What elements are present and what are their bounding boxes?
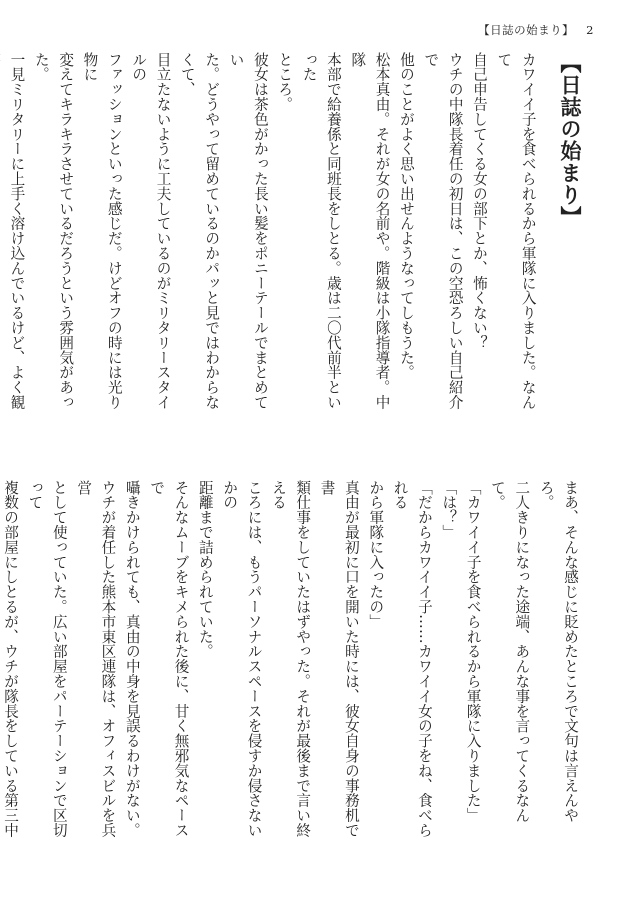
text-line: 自己申告してくる女の部下とか、怖くない？ [470, 52, 488, 350]
text-line: カワイイ子を食べられるから軍隊に入りました。なんて [495, 52, 537, 410]
dialogue-line: 「だからカワイイ子……カワイイ女の子をね、食べられる [391, 480, 433, 838]
text-line: 他のことがよく思い出せんようなってしもうた。 [397, 52, 415, 380]
text-line: ウチの中隊長着任の初日は、この空恐ろしい自己紹介で [422, 52, 464, 410]
chapter-title-line [558, 52, 582, 419]
running-title: 【日誌の始まり】 [478, 23, 575, 37]
text-line: 真由が最初に口を開いた時には、彼女自身の事務机で書 [318, 480, 360, 838]
page-number: 2 [586, 23, 594, 37]
text-line: として使っていた。広い部屋をパーテーションで区切って [26, 480, 68, 838]
text-line: ところ。 [276, 52, 294, 112]
text-column-top [8, 52, 582, 419]
text-line: 一見ミリタリーに上手く溶け込んでいるけど、よく観 [8, 52, 26, 410]
text-line: そんなムーブをキメられた後に、甘く無邪気なペースで [148, 480, 190, 838]
text-line: 変えてキラキラさせているだろうという雰囲気があった。 [32, 52, 75, 410]
text-line: 複数の部屋にしとるが、ウチが隊長をしている第三中 [2, 480, 20, 838]
chapter-title: 【日誌の始まり】 [558, 52, 582, 228]
dialogue-line: 「は？」 [440, 480, 458, 540]
text-line: ファッションといった感じだ。けどオフの時には光り物に [81, 52, 123, 410]
running-header [478, 22, 594, 38]
text-line: まあ、そんな感じに貶めたところで文句は言えんやろ。 [537, 480, 579, 823]
text-line: 目立たないように工夫しているのがミリタリースタイルの [130, 52, 172, 410]
dialogue-line: から軍隊に入ったの」 [367, 480, 385, 629]
text-line: ころには、もうパーソナルスペースを侵すか侵さないかの [221, 480, 263, 838]
text-line: 囁きかけられても、真由の中身を見誤るわけがない。 [123, 480, 141, 838]
text-line: 本部で給養係と同班長をしとる。歳は二〇代前半といった [300, 52, 342, 410]
text-line: ウチが着任した熊本市東区連隊は、オフィスビルを兵営 [75, 480, 117, 838]
text-line: 彼女は茶色がかった長い髪をポニーテールでまとめてい [227, 52, 269, 410]
text-line: 二人きりになった途端、あんな事を言ってくるなんて。 [488, 480, 531, 823]
dialogue-line: 「カワイイ子を食べられるから軍隊に入りました」 [464, 480, 482, 823]
text-line: た。どうやって留めているのかパッと見ではわからなくて、 [178, 52, 221, 410]
text-line: 類仕事をしていたはずやった。それが最後まで言い終える [269, 480, 312, 838]
text-line: 松本真由。それが女の名前や。階級は小隊指導者。中隊 [349, 52, 391, 410]
text-column-bottom [2, 480, 582, 847]
text-line: 距離まで詰められていた。 [196, 480, 214, 659]
